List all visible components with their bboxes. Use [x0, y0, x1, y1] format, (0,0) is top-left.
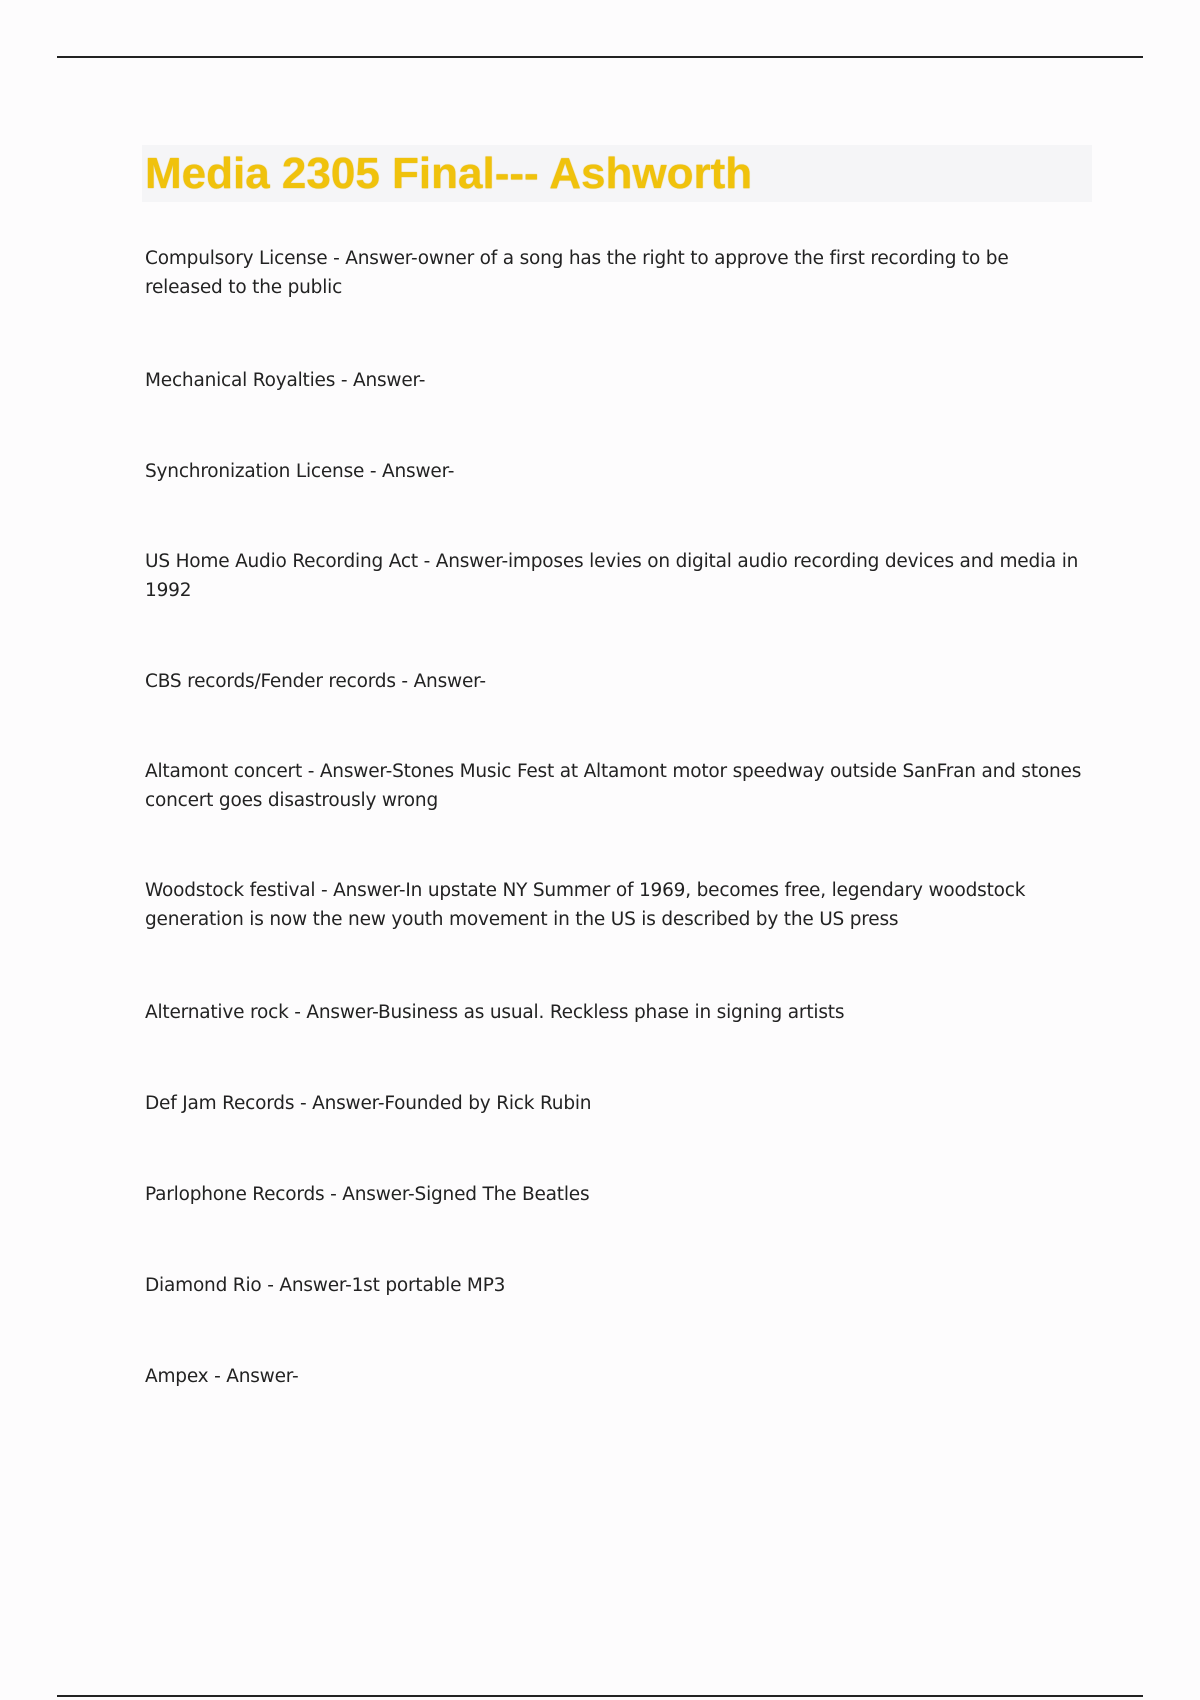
entry-compulsory-license: Compulsory License - Answer-owner of a song has the right to approve the first recording to be released to the public: [145, 248, 1009, 298]
document-title: Media 2305 Final--- Ashworth: [145, 149, 753, 198]
bottom-rule: [57, 1695, 1143, 1697]
entry-mechanical-royalties: Mechanical Royalties - Answer-: [145, 370, 426, 391]
entry-ampex: Ampex - Answer-: [145, 1366, 299, 1387]
entry-diamond-rio: Diamond Rio - Answer-1st portable MP3: [145, 1275, 506, 1296]
entry-alternative-rock: Alternative rock - Answer-Business as usual. Reckless phase in signing artists: [145, 1002, 845, 1023]
entry-cbs-fender-records: CBS records/Fender records - Answer-: [145, 671, 486, 692]
entry-altamont-concert: Altamont concert - Answer-Stones Music Fest at Altamont motor speedway outside SanFran and stones concert goes disastrously wrong: [145, 761, 1082, 811]
entry-def-jam-records: Def Jam Records - Answer-Founded by Rick Rubin: [145, 1093, 592, 1114]
top-rule: [57, 56, 1143, 58]
entry-us-home-audio-recording-act: US Home Audio Recording Act - Answer-imposes levies on digital audio recording devices and media in 1992: [145, 551, 1079, 601]
entry-parlophone-records: Parlophone Records - Answer-Signed The Beatles: [145, 1184, 590, 1205]
entry-synchronization-license: Synchronization License - Answer-: [145, 461, 455, 482]
entry-woodstock-festival: Woodstock festival - Answer-In upstate NY Summer of 1969, becomes free, legendary woodstock generation is now the new youth movement in the US is described by the US press: [145, 880, 1026, 930]
